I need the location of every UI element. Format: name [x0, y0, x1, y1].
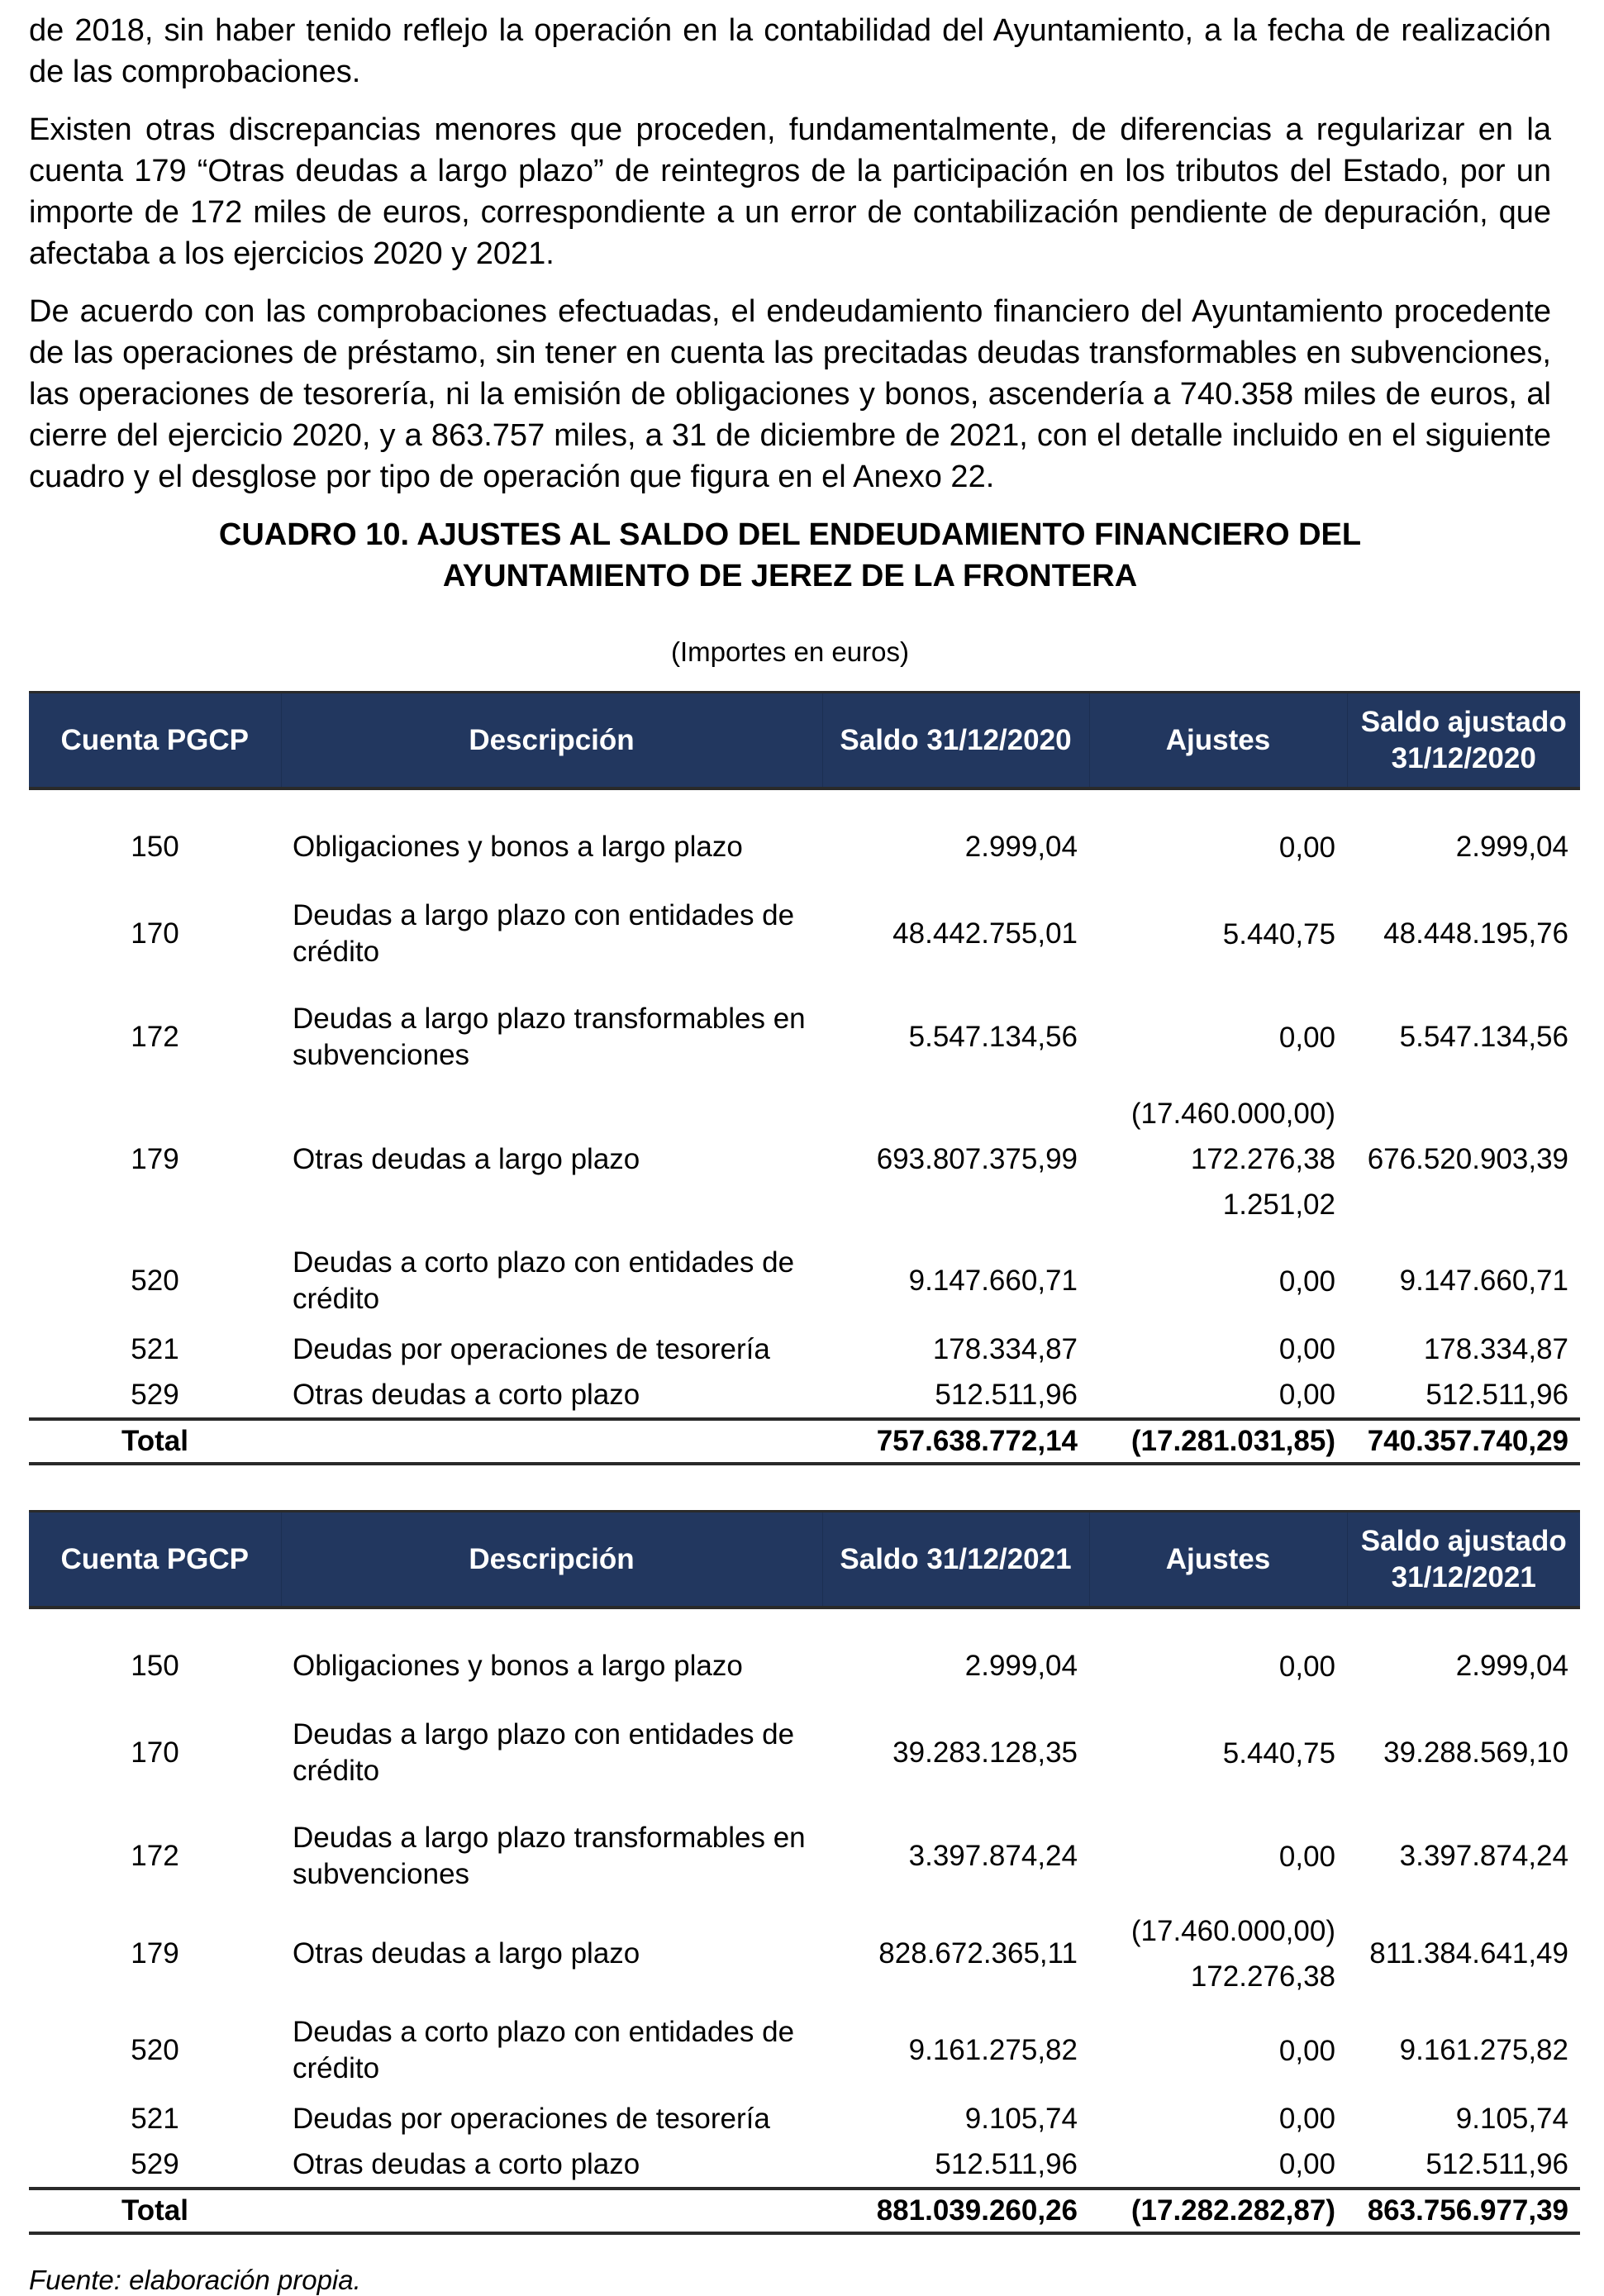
cell-saldo: 5.547.134,56 — [908, 1021, 1078, 1053]
ajuste-value: 0,00 — [1278, 1265, 1335, 1298]
table-row — [29, 2141, 1580, 2189]
header-saldo-ajustado-line: Saldo ajustado — [1360, 705, 1567, 738]
cell-descripcion: Deudas a largo plazo con entidades de crédito — [293, 899, 795, 968]
cell-ajustes — [1089, 876, 1347, 992]
header-ajustes: Ajustes — [1089, 1512, 1347, 1608]
cell-saldo: 512.511,96 — [935, 2147, 1078, 2180]
total-label: Total — [29, 1419, 281, 1464]
table-title-line-1: CUADRO 10. AJUSTES AL SALDO DEL ENDEUDAMIENTO FINANCIERO DEL — [218, 517, 1362, 552]
debt-table-2020 — [29, 691, 1580, 1465]
total-ajustes: (17.281.031,85) — [1089, 1419, 1347, 1464]
table-row — [29, 1811, 1580, 1902]
cell-cuenta: 179 — [131, 1936, 179, 1970]
cell-descripcion: Deudas por operaciones de tesorería — [293, 1332, 770, 1365]
total-saldo: 881.039.260,26 — [822, 2189, 1089, 2233]
ajuste-value: 0,00 — [1278, 2034, 1335, 2067]
table-row — [29, 2096, 1580, 2141]
cell-saldo-ajustado: 39.288.569,10 — [1383, 1736, 1568, 1769]
table-row — [29, 1637, 1580, 1695]
cell-ajustes — [1089, 1637, 1347, 1695]
cell-cuenta: 521 — [131, 2102, 179, 2135]
cell-ajustes — [1089, 1236, 1347, 1327]
cell-saldo-ajustado: 9.147.660,71 — [1399, 1265, 1568, 1297]
cell-descripcion: Otras deudas a largo plazo — [293, 1936, 640, 1970]
cell-descripcion: Otras deudas a corto plazo — [293, 1378, 640, 1411]
ajuste-value: (17.460.000,00) — [1130, 1914, 1335, 1947]
header-saldo: Saldo 31/12/2020 — [822, 693, 1089, 789]
ajuste-value: 0,00 — [1278, 1333, 1335, 1365]
table-row — [29, 1695, 1580, 1811]
cell-ajustes — [1089, 2005, 1347, 2096]
table-row — [29, 1372, 1580, 1419]
cell-saldo: 9.105,74 — [964, 2102, 1078, 2135]
cell-saldo-ajustado: 3.397.874,24 — [1399, 1840, 1568, 1872]
cell-descripcion: Obligaciones y bonos a largo plazo — [293, 1650, 743, 1682]
cell-saldo-ajustado: 178.334,87 — [1423, 1332, 1568, 1365]
cell-cuenta: 172 — [131, 1021, 179, 1053]
cell-cuenta: 150 — [131, 1650, 179, 1682]
table-row — [29, 876, 1580, 992]
ajuste-value: 0,00 — [1278, 1840, 1335, 1873]
ajuste-value: 1.251,02 — [1222, 1188, 1335, 1221]
header-saldo: Saldo 31/12/2021 — [822, 1512, 1089, 1608]
cell-cuenta: 521 — [131, 1332, 179, 1365]
cell-cuenta: 150 — [131, 831, 179, 863]
cell-cuenta: 520 — [131, 2034, 179, 2066]
cell-saldo-ajustado: 2.999,04 — [1455, 831, 1568, 863]
header-saldo-ajustado-line: 31/12/2020 — [1391, 741, 1536, 774]
cell-descripcion: Deudas a largo plazo con entidades de crédito — [293, 1718, 795, 1787]
paragraph-2: Existen otras discrepancias menores que proceden, fundamentalmente, de diferencias a regularizar en la cuenta 179 “Otras deudas a largo plazo” de reintegros de la participación en los tributos del Estado, por un importe de 172 miles de euros, correspondiente a un error de contabilización pendiente de depuración, que afectaba a los ejercicios 2020 y 2021. — [29, 112, 1551, 271]
ajuste-value: 0,00 — [1278, 831, 1335, 864]
cell-ajustes — [1089, 1083, 1347, 1236]
cell-saldo: 693.807.375,99 — [876, 1142, 1078, 1175]
source-note: Fuente: elaboración propia. — [29, 2265, 361, 2295]
ajuste-value: 0,00 — [1278, 1021, 1335, 1054]
total-empty — [281, 2189, 822, 2233]
cell-saldo-ajustado: 512.511,96 — [1426, 2147, 1568, 2180]
cell-saldo-ajustado: 512.511,96 — [1426, 1378, 1568, 1411]
table-row — [29, 1902, 1580, 2005]
total-saldo-ajustado: 863.756.977,39 — [1347, 2189, 1580, 2233]
cell-cuenta: 170 — [131, 917, 179, 950]
cell-saldo: 2.999,04 — [964, 831, 1078, 863]
cell-descripcion: Otras deudas a largo plazo — [293, 1142, 640, 1175]
cell-descripcion: Deudas a corto plazo con entidades de crédito — [293, 1246, 795, 1315]
table-header-row — [29, 693, 1580, 789]
cell-saldo-ajustado: 48.448.195,76 — [1383, 917, 1568, 950]
total-row — [29, 1419, 1580, 1464]
ajuste-value: 0,00 — [1278, 1650, 1335, 1683]
total-saldo: 757.638.772,14 — [822, 1419, 1089, 1464]
header-descripcion: Descripción — [281, 1512, 822, 1608]
cell-saldo-ajustado: 9.105,74 — [1455, 2102, 1568, 2135]
cell-saldo: 512.511,96 — [935, 1378, 1078, 1411]
cell-cuenta: 529 — [131, 1378, 179, 1411]
header-cuenta: Cuenta PGCP — [29, 693, 281, 789]
table-row — [29, 1327, 1580, 1372]
total-saldo-ajustado: 740.357.740,29 — [1347, 1419, 1580, 1464]
ajuste-value: 5.440,75 — [1222, 917, 1335, 950]
total-empty — [281, 1419, 822, 1464]
cell-saldo: 39.283.128,35 — [892, 1736, 1078, 1769]
cell-descripcion: Otras deudas a corto plazo — [293, 2147, 640, 2180]
cell-descripcion: Obligaciones y bonos a largo plazo — [293, 831, 743, 863]
cell-cuenta: 529 — [131, 2147, 179, 2180]
cell-ajustes — [1089, 2141, 1347, 2189]
table-row — [29, 818, 1580, 876]
cell-saldo: 828.672.365,11 — [878, 1936, 1078, 1970]
total-label: Total — [29, 2189, 281, 2233]
header-descripcion: Descripción — [281, 693, 822, 789]
cell-saldo: 48.442.755,01 — [892, 917, 1078, 950]
total-row — [29, 2189, 1580, 2233]
cell-ajustes — [1089, 1902, 1347, 2005]
header-saldo-ajustado — [1347, 693, 1580, 789]
cell-cuenta: 170 — [131, 1736, 179, 1769]
cell-saldo-ajustado: 5.547.134,56 — [1399, 1021, 1568, 1053]
ajuste-value: 0,00 — [1278, 2148, 1335, 2180]
header-saldo-ajustado — [1347, 1512, 1580, 1608]
header-ajustes: Ajustes — [1089, 693, 1347, 789]
ajuste-value: 0,00 — [1278, 1379, 1335, 1411]
spacer-row — [29, 1608, 1580, 1637]
debt-table-2021 — [29, 1510, 1580, 2235]
cell-ajustes — [1089, 1372, 1347, 1419]
table-header-row — [29, 1512, 1580, 1608]
paragraph-3: De acuerdo con las comprobaciones efectuadas, el endeudamiento financiero del Ayuntamiento procedente de las operaciones de préstamo, sin tener en cuenta las precitadas deudas transformables en subvenciones, las operaciones de tesorería, ni la emisión de obligaciones y bonos, ascendería a 740.358 miles de euros, al cierre del ejercicio 2020, y a 863.757 miles, a 31 de diciembre de 2021, con el detalle incluido en el siguiente cuadro y el desglose por tipo de operación que figura en el Anexo 22. — [29, 294, 1551, 494]
cell-descripcion: Deudas a largo plazo transformables en subvenciones — [293, 1822, 806, 1890]
table-row — [29, 1083, 1580, 1236]
cell-saldo-ajustado: 811.384.641,49 — [1369, 1936, 1568, 1970]
ajuste-value: 5.440,75 — [1222, 1736, 1335, 1770]
header-saldo-ajustado-line: 31/12/2021 — [1391, 1560, 1536, 1593]
table-title — [29, 514, 1551, 597]
spacer-row — [29, 788, 1580, 818]
units-note: (Importes en euros) — [671, 636, 909, 667]
cell-ajustes — [1089, 992, 1347, 1083]
ajuste-value: 0,00 — [1278, 2103, 1335, 2135]
cell-descripcion: Deudas a corto plazo con entidades de crédito — [293, 2016, 795, 2084]
header-cuenta: Cuenta PGCP — [29, 1512, 281, 1608]
cell-saldo: 178.334,87 — [932, 1332, 1078, 1365]
cell-descripcion: Deudas a largo plazo transformables en subvenciones — [293, 1003, 806, 1071]
table-title-line-2: AYUNTAMIENTO DE JEREZ DE LA FRONTERA — [442, 559, 1138, 593]
cell-ajustes — [1089, 1327, 1347, 1372]
cell-saldo: 3.397.874,24 — [908, 1840, 1078, 1872]
header-saldo-ajustado-line: Saldo ajustado — [1360, 1524, 1567, 1557]
document-page — [29, 0, 1568, 2296]
table-row — [29, 2005, 1580, 2096]
table-gap — [29, 1465, 1551, 1510]
cell-ajustes — [1089, 1695, 1347, 1811]
ajuste-value: 172.276,38 — [1190, 1960, 1335, 1993]
cell-ajustes — [1089, 1811, 1347, 1902]
cell-cuenta: 520 — [131, 1265, 179, 1297]
table-row — [29, 1236, 1580, 1327]
cell-saldo: 9.147.660,71 — [908, 1265, 1078, 1297]
cell-cuenta: 172 — [131, 1840, 179, 1872]
tables-container — [29, 691, 1568, 2235]
total-ajustes: (17.282.282,87) — [1089, 2189, 1347, 2233]
ajuste-value: 172.276,38 — [1190, 1143, 1335, 1175]
cell-saldo-ajustado: 2.999,04 — [1455, 1650, 1568, 1682]
cell-ajustes — [1089, 818, 1347, 876]
cell-saldo-ajustado: 9.161.275,82 — [1399, 2034, 1568, 2066]
ajuste-value: (17.460.000,00) — [1130, 1098, 1335, 1130]
cell-descripcion: Deudas por operaciones de tesorería — [293, 2102, 770, 2135]
table-row — [29, 992, 1580, 1083]
cell-saldo: 2.999,04 — [964, 1650, 1078, 1682]
paragraph-1: de 2018, sin haber tenido reflejo la operación en la contabilidad del Ayuntamiento, a la fecha de realización de las comprobaciones. — [29, 13, 1551, 89]
cell-saldo: 9.161.275,82 — [908, 2034, 1078, 2066]
cell-saldo-ajustado: 676.520.903,39 — [1367, 1142, 1568, 1175]
cell-ajustes — [1089, 2096, 1347, 2141]
cell-cuenta: 179 — [131, 1142, 179, 1175]
